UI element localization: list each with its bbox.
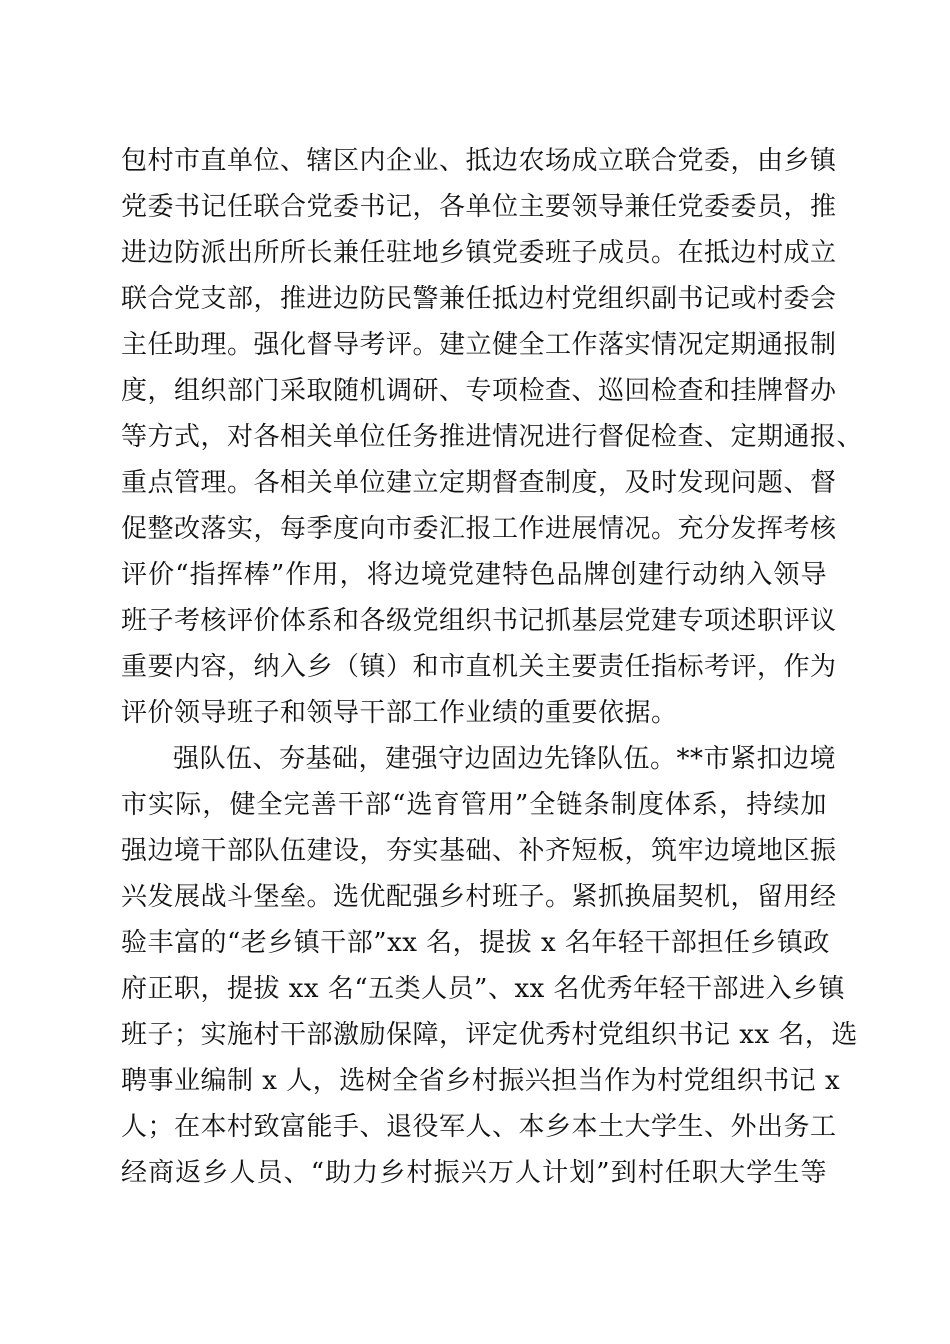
text-line: 验丰富的“老乡镇干部”xx 名，提拔 x 名年轻干部担任乡镇政 — [121, 928, 830, 958]
text-line: 经商返乡人员、“助力乡村振兴万人计划”到村任职大学生等 — [121, 1158, 827, 1188]
text-line: 促整改落实，每季度向市委汇报工作进展情况。充分发挥考核 — [121, 514, 837, 544]
text-line: 评价“指挥棒”作用，将边境党建特色品牌创建行动纳入领导 — [121, 560, 827, 590]
text-line: 党委书记任联合党委书记，各单位主要领导兼任党委委员，推 — [121, 192, 837, 222]
text-line: 班子考核评价体系和各级党组织书记抓基层党建专项述职评议 — [121, 606, 837, 636]
text-line: 兴发展战斗堡垒。选优配强乡村班子。紧抓换届契机，留用经 — [121, 882, 837, 912]
text-line: 人；在本村致富能手、退役军人、本乡本土大学生、外出务工 — [121, 1112, 837, 1142]
text-line: 度，组织部门采取随机调研、专项检查、巡回检查和挂牌督办 — [121, 376, 837, 406]
text-line: 强边境干部队伍建设，夯实基础、补齐短板，筑牢边境地区振 — [121, 836, 837, 866]
text-line: 联合党支部，推进边防民警兼任抵边村党组织副书记或村委会 — [121, 284, 837, 314]
text-line: 评价领导班子和领导干部工作业绩的重要依据。 — [121, 698, 678, 728]
text-line: 班子；实施村干部激励保障，评定优秀村党组织书记 xx 名，选 — [121, 1020, 858, 1050]
text-line: 包村市直单位、辖区内企业、抵边农场成立联合党委，由乡镇 — [121, 146, 837, 176]
text-line: 府正职，提拔 xx 名“五类人员”、xx 名优秀年轻干部进入乡镇 — [121, 974, 846, 1004]
text-line: 重点管理。各相关单位建立定期督查制度，及时发现问题、督 — [121, 468, 837, 498]
text-line: 重要内容，纳入乡（镇）和市直机关主要责任指标考评，作为 — [121, 652, 837, 682]
text-line: 进边防派出所所长兼任驻地乡镇党委班子成员。在抵边村成立 — [121, 238, 837, 268]
text-line: 聘事业编制 x 人，选树全省乡村振兴担当作为村党组织书记 x — [121, 1066, 841, 1096]
text-line: 市实际，健全完善干部“选育管用”全链条制度体系，持续加 — [121, 790, 827, 820]
text-line: 强队伍、夯基础，建强守边固边先锋队伍。**市紧扣边境 — [173, 744, 837, 774]
text-line: 等方式，对各相关单位任务推进情况进行督促检查、定期通报、 — [121, 422, 864, 452]
text-line: 主任助理。强化督导考评。建立健全工作落实情况定期通报制 — [121, 330, 837, 360]
